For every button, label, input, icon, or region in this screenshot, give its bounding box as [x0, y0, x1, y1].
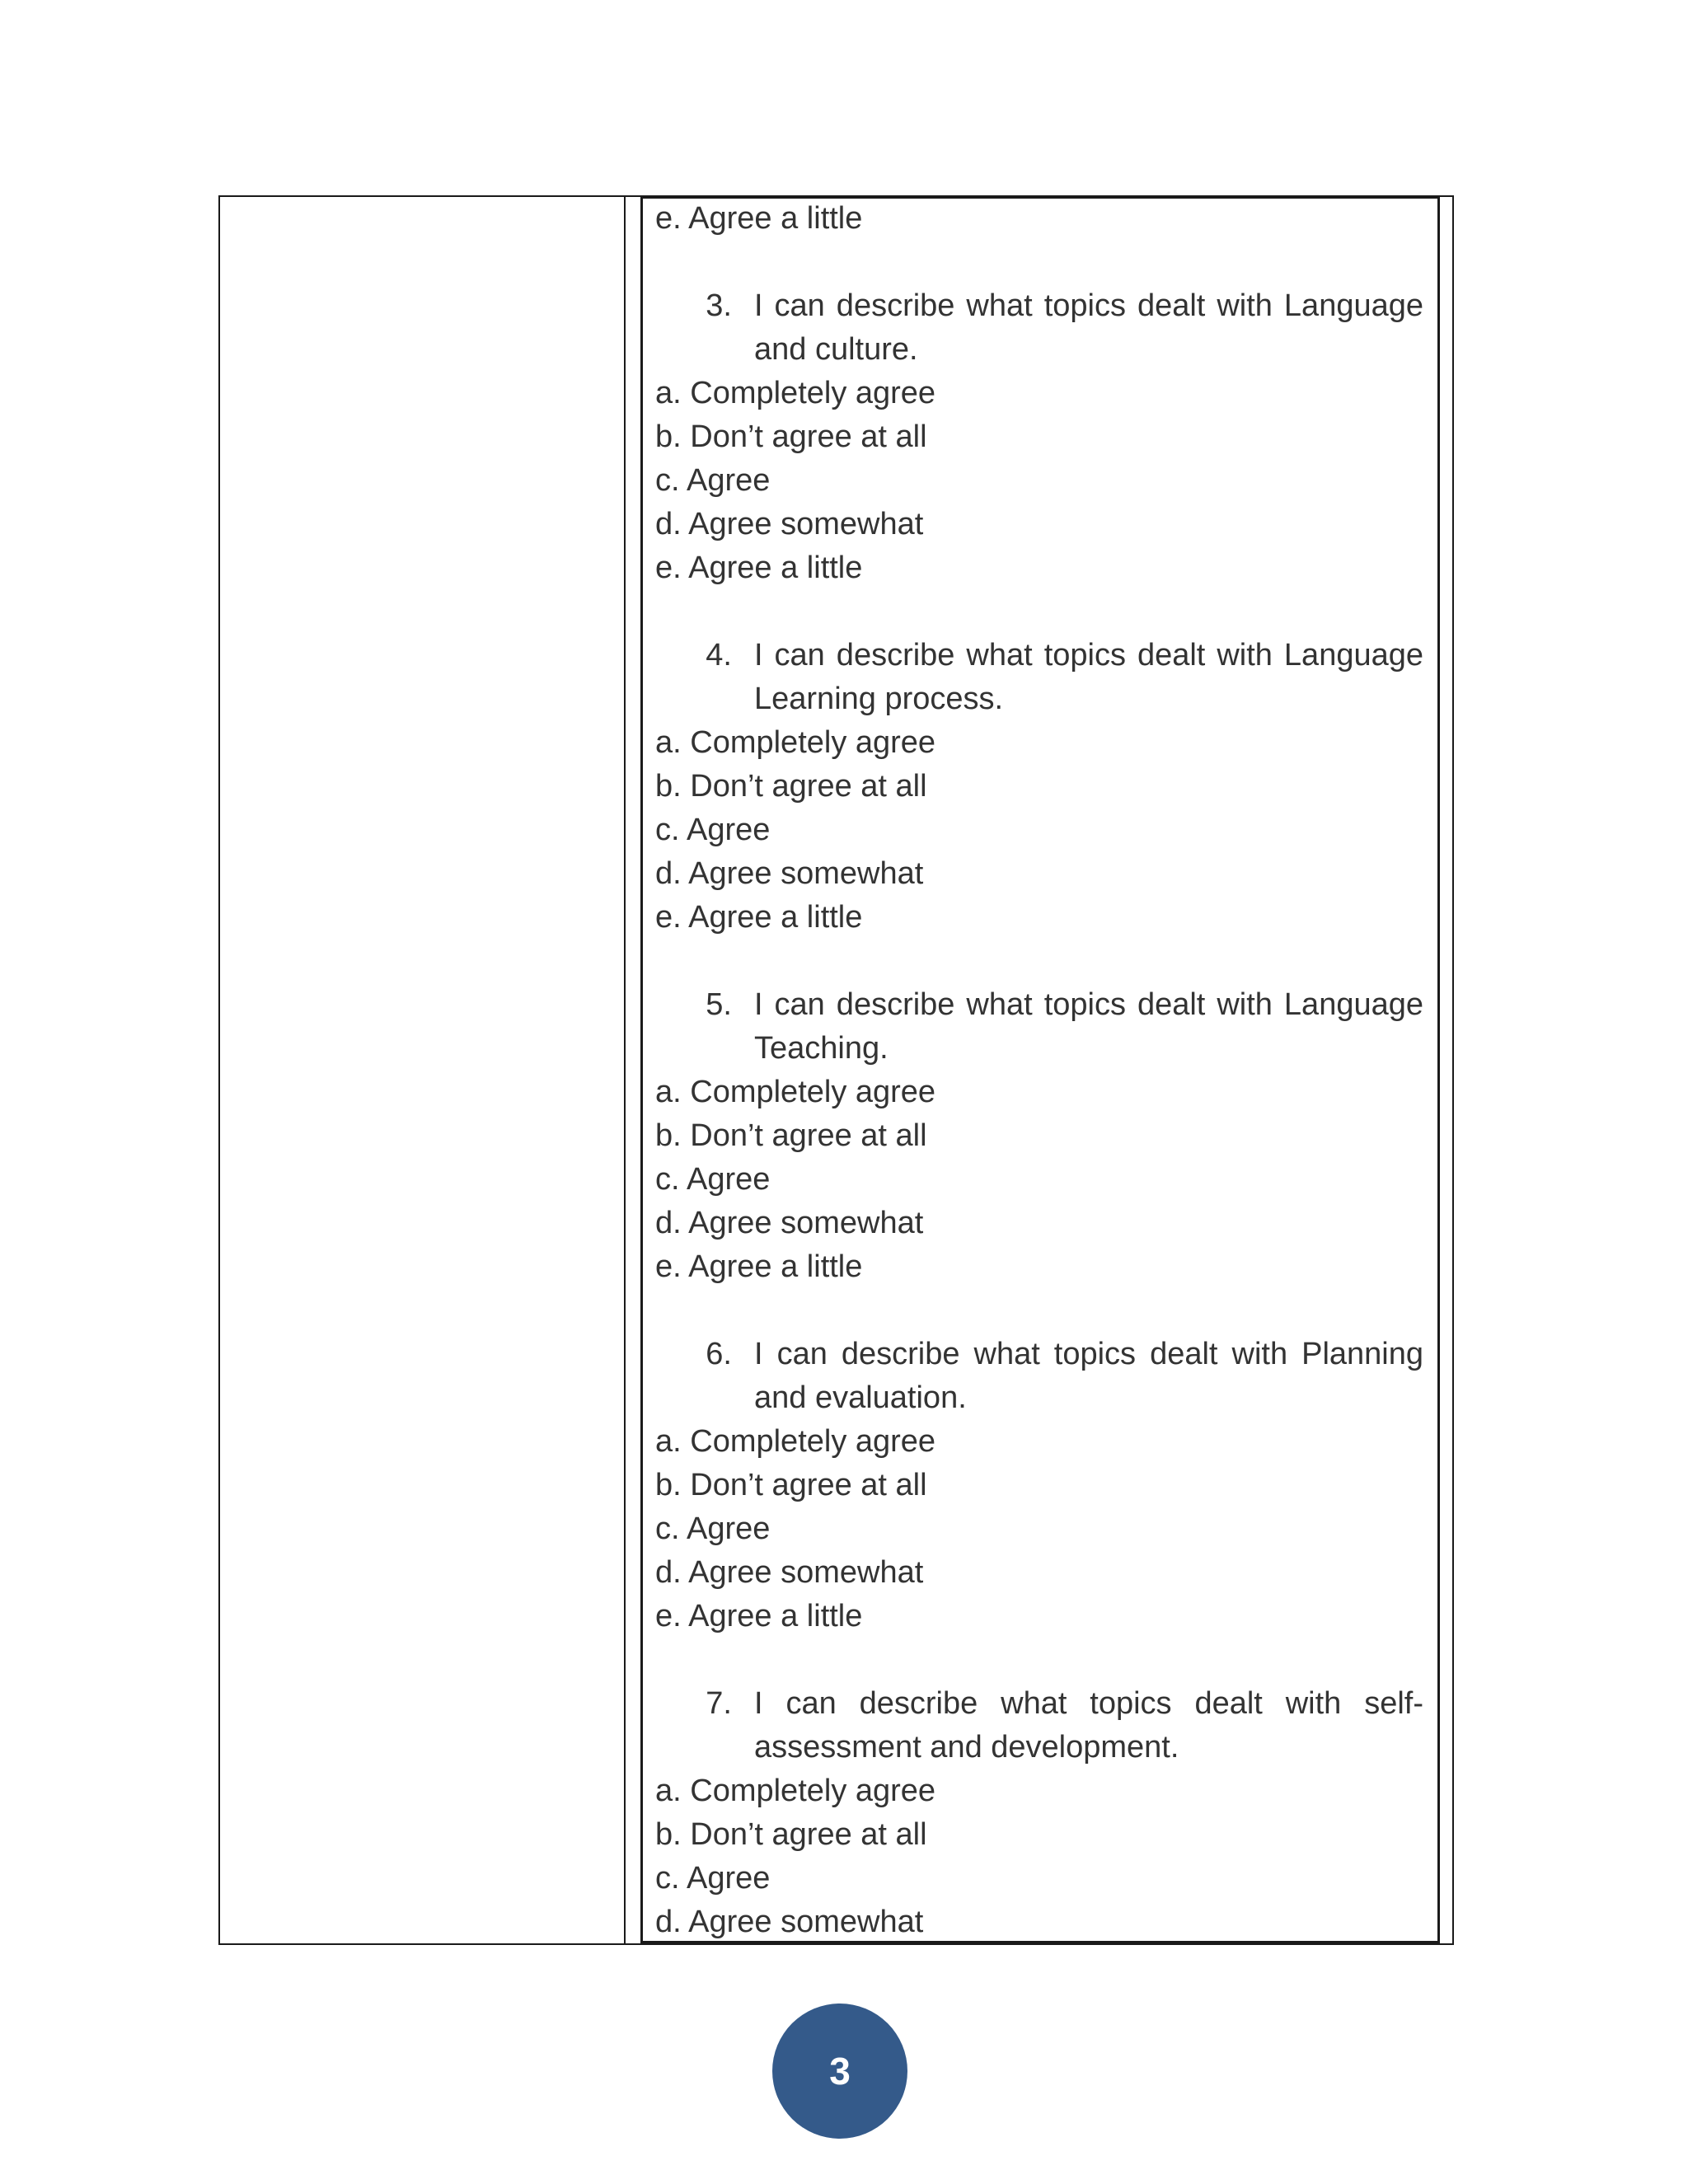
answer-option: c. Agree [655, 1162, 771, 1197]
answer-option: d. Agree somewhat [655, 856, 924, 891]
question-text: I can describe what topics dealt with Planning and evaluation. [754, 1337, 1423, 1415]
question-number: 5. [706, 987, 732, 1022]
answer-option: c. Agree [655, 1861, 771, 1896]
question-text: I can describe what topics dealt with self-assessment and development. [754, 1686, 1423, 1765]
question-text: I can describe what topics dealt with Language Learning process. [754, 638, 1423, 716]
page-number-badge: 3 [772, 2004, 907, 2139]
question-item [655, 634, 1423, 721]
question-item [655, 1333, 1423, 1420]
answer-option: d. Agree somewhat [655, 1905, 924, 1939]
answer-option: b. Don’t agree at all [655, 419, 927, 454]
question-number: 3. [706, 288, 732, 323]
answer-option: e. Agree a little [655, 551, 863, 585]
answer-option: d. Agree somewhat [655, 507, 924, 541]
answer-option: b. Don’t agree at all [655, 1468, 927, 1502]
answer-option: c. Agree [655, 1511, 771, 1546]
answer-option: e. Agree a little [655, 1599, 863, 1633]
answer-option: b. Don’t agree at all [655, 1118, 927, 1153]
question-number: 7. [706, 1686, 732, 1721]
question-item [655, 983, 1423, 1071]
question-text: I can describe what topics dealt with Language and culture. [754, 288, 1423, 367]
questionnaire-content [655, 197, 1423, 1944]
question-item [655, 284, 1423, 372]
answer-option: c. Agree [655, 813, 771, 847]
answer-option: d. Agree somewhat [655, 1555, 924, 1590]
survey-table [218, 195, 1454, 1945]
answer-option: d. Agree somewhat [655, 1206, 924, 1240]
answer-option: b. Don’t agree at all [655, 1817, 927, 1852]
answer-option: a. Completely agree [655, 1075, 936, 1109]
answer-option: c. Agree [655, 463, 771, 498]
question-number: 6. [706, 1337, 732, 1371]
question-item [655, 1682, 1423, 1769]
answer-option: b. Don’t agree at all [655, 769, 927, 804]
answer-option: e. Agree a little [655, 1249, 863, 1284]
answer-option: a. Completely agree [655, 725, 936, 760]
table-left-cell [220, 197, 624, 1943]
question-number: 4. [706, 638, 732, 673]
answer-option: a. Completely agree [655, 376, 936, 410]
question-text: I can describe what topics dealt with Language Teaching. [754, 987, 1423, 1066]
answer-option: a. Completely agree [655, 1774, 936, 1808]
answer-option: e. Agree a little [655, 900, 863, 935]
column-divider [624, 197, 626, 1943]
answer-option: a. Completely agree [655, 1424, 936, 1459]
carry-over-option: e. Agree a little [655, 201, 863, 236]
